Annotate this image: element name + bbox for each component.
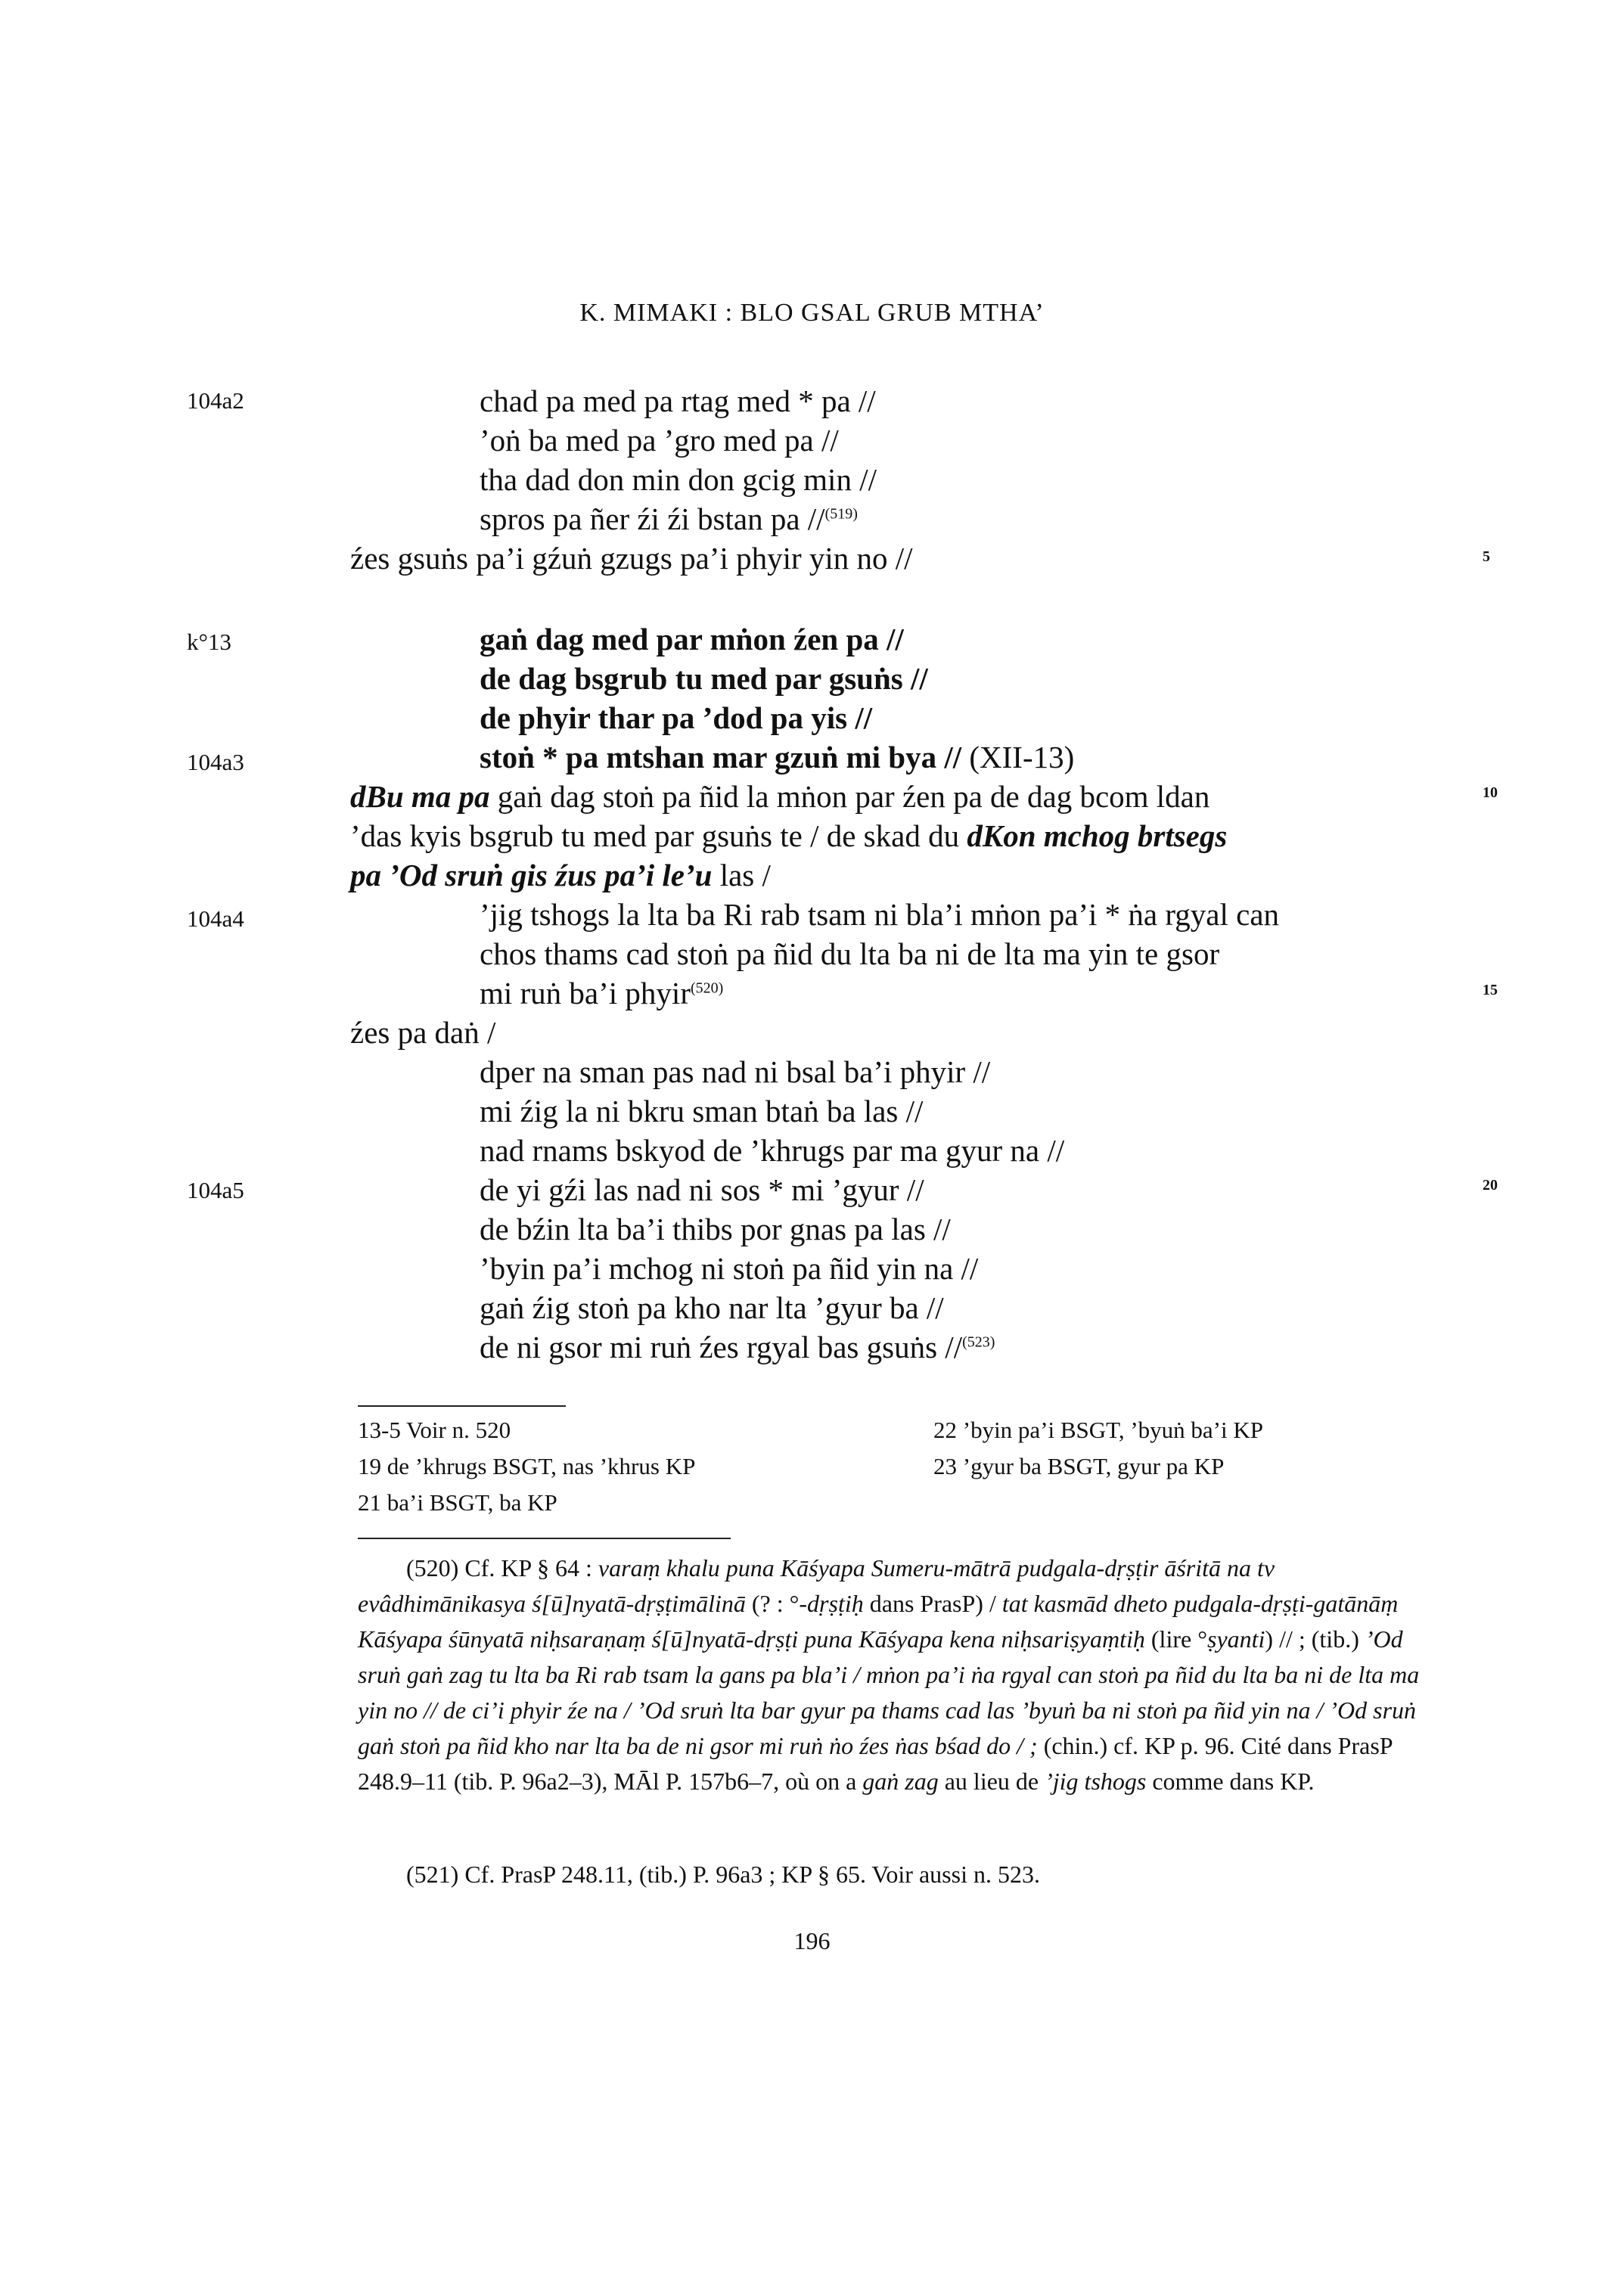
footnote-marker: (523) [962, 1333, 995, 1351]
verse-line: chad pa med pa rtag med * pa // [480, 383, 876, 418]
verse-line: dper na sman pas nad ni bsal ba’i phyir // [480, 1054, 991, 1089]
prose-line [350, 781, 1209, 812]
quote-line [480, 978, 723, 1009]
margin-ref-104a5: 104a5 [187, 1177, 244, 1203]
quote-line: chos thams cad stoṅ pa ñid du lta ba ni de lta ma yin te gsor [480, 936, 1220, 971]
apparatus-entry: 21 ba’i BSGT, ba KP [358, 1489, 557, 1516]
quote-text: mi ruṅ ba’i phyir [480, 976, 691, 1010]
line-number-5: 5 [1483, 548, 1490, 565]
page-number: 196 [793, 1927, 831, 1954]
karika-line: de phyir thar pa ’dod pa yis // [480, 700, 873, 735]
margin-ref-104a2: 104a2 [187, 387, 244, 414]
apparatus-rule [358, 1405, 566, 1407]
karika-line: gaṅ dag med par mṅon źen pa // [480, 622, 904, 657]
fn-text: (520) Cf. KP § 64 : [406, 1554, 598, 1582]
running-header: K. MIMAKI : BLO GSAL GRUB MTHA’ [579, 299, 1045, 327]
prose-line [350, 818, 1228, 853]
fn-tibetan: ’jig tshogs [1045, 1768, 1147, 1795]
verse-line: ’oṅ ba med pa ’gro med pa // [480, 423, 839, 458]
verse-line: tha dad don min don gcig min // [480, 462, 877, 497]
verse-line: gaṅ źig stoṅ pa kho nar lta ’gyur ba // [480, 1290, 944, 1325]
prose-line: źes pa daṅ / [350, 1015, 496, 1050]
verse-line: de yi gźi las nad ni sos * mi ’gyur // [480, 1172, 924, 1207]
verse-line: nad rnams bskyod de ’khrugs par ma gyur na // [480, 1133, 1065, 1168]
margin-ref-104a4: 104a4 [187, 905, 244, 932]
fn-text: (521) Cf. PrasP 248.11, (tib.) P. 96a3 ; KP § 65. Voir aussi n. 523. [406, 1861, 1040, 1888]
karika-text: stoṅ * pa mtshan mar gzuṅ mi bya // [480, 740, 962, 774]
verse-text: spros pa ñer źi źi bstan pa // [480, 501, 825, 536]
margin-ref-104a3: 104a3 [187, 749, 244, 775]
apparatus-entry: 13-5 Voir n. 520 [358, 1417, 511, 1443]
verse-line: ’byin pa’i mchog ni stoṅ pa ñid yin na // [480, 1251, 979, 1286]
footnote-520 [358, 1551, 1436, 1799]
sutra-title: dKon mchog brtsegs [967, 818, 1228, 853]
fn-text: dans PrasP) / [863, 1590, 1002, 1617]
margin-ref-k13: k°13 [187, 629, 231, 655]
quote-line: ’jig tshogs la lta ba Ri rab tsam ni bla’i mṅon pa’i * ṅa rgyal can [480, 897, 1280, 932]
apparatus-entry: 23 ’gyur ba BSGT, gyur pa KP [933, 1453, 1225, 1479]
line-number-10: 10 [1483, 784, 1498, 801]
apparatus-entry: 19 de ’khrugs BSGT, nas ’khrus KP [358, 1453, 696, 1479]
fn-text: comme dans KP. [1146, 1768, 1315, 1795]
karika-line: de dag bsgrub tu med par gsuṅs // [480, 661, 928, 696]
verse-line [480, 501, 858, 536]
karika-ref: (XII-13) [969, 740, 1075, 774]
school-name: dBu ma pa [350, 779, 490, 814]
footnote-rule [358, 1538, 731, 1539]
fn-sanskrit: tat kasmād dheto pudgala-dṛṣṭi-gatānāṃ Kāśyapa śūnyatā niḥsaraṇaṃ ś[ū]nyatā-dṛṣṭi puna Kāśyapa kena niḥsariṣyaṃtiḥ [358, 1590, 1399, 1653]
verse-line: mi źig la ni bkru sman btaṅ ba las // [480, 1094, 924, 1128]
fn-sanskrit: dṛṣṭiḥ [807, 1590, 864, 1617]
line-number-20: 20 [1483, 1177, 1498, 1194]
fn-text: (chin.) cf. KP p. 96. Cité dans PrasP 248.9–11 (tib. P. 96a2–3), MĀl P. 157b6–7, où on a [358, 1732, 1393, 1795]
line-number-15: 15 [1483, 982, 1498, 998]
fn-sanskrit: ṣyanti [1206, 1625, 1265, 1653]
fn-text: (? : °- [745, 1590, 808, 1617]
apparatus-entry: 22 ’byin pa’i BSGT, ’byuṅ ba’i KP [933, 1417, 1263, 1443]
footnote-521 [358, 1857, 1436, 1892]
fn-tibetan: gaṅ zag [862, 1768, 939, 1795]
sutra-title: pa ’Od sruṅ gis źus pa’i le’u [350, 858, 713, 892]
fn-tibetan: ’Od sruṅ gaṅ zag tu lta ba Ri rab tsam la gans pa bla’i / mṅon pa’i ṅa rgyal can stoṅ pa ñid du lta ba ni de lta ma yin no // de ci’i phyir źe na / ’Od sruṅ lta bar gyur pa thams cad las ’byuṅ ba ni stoṅ pa ñid yin na / ’Od sruṅ gaṅ stoṅ pa ñid kho nar lta ba de ni gsor mi ruṅ ṅo źes ṅas bśad do / ; [358, 1625, 1420, 1759]
prose-text: las / [712, 858, 771, 892]
verse-line [480, 1332, 995, 1363]
prose-line [350, 860, 771, 891]
prose-text: ’das kyis bsgrub tu med par gsuṅs te / de skad du [350, 818, 967, 853]
footnote-marker: (519) [824, 505, 858, 523]
karika-line [480, 742, 1074, 773]
fn-text: (lire ° [1144, 1625, 1207, 1653]
verse-line: de bźin lta ba’i thibs por gnas pa las // [480, 1212, 951, 1246]
fn-text: au lieu de [938, 1768, 1045, 1795]
prose-text: gaṅ dag stoṅ pa ñid la mṅon par źen pa de dag bcom ldan [489, 779, 1210, 814]
verse-text: de ni gsor mi ruṅ źes rgyal bas gsuṅs // [480, 1330, 963, 1364]
prose-line: źes gsuṅs pa’i gźuṅ gzugs pa’i phyir yin no // [350, 541, 913, 576]
footnote-marker: (520) [690, 979, 724, 997]
fn-text: ) // ; (tib.) [1265, 1625, 1365, 1653]
fn-sanskrit: varaṃ khalu puna Kāśyapa Sumeru-mātrā pudgala-dṛṣṭir āśritā na tv evâdhimānikasya ś[ū]nyatā-dṛṣṭimālinā [358, 1554, 1275, 1617]
